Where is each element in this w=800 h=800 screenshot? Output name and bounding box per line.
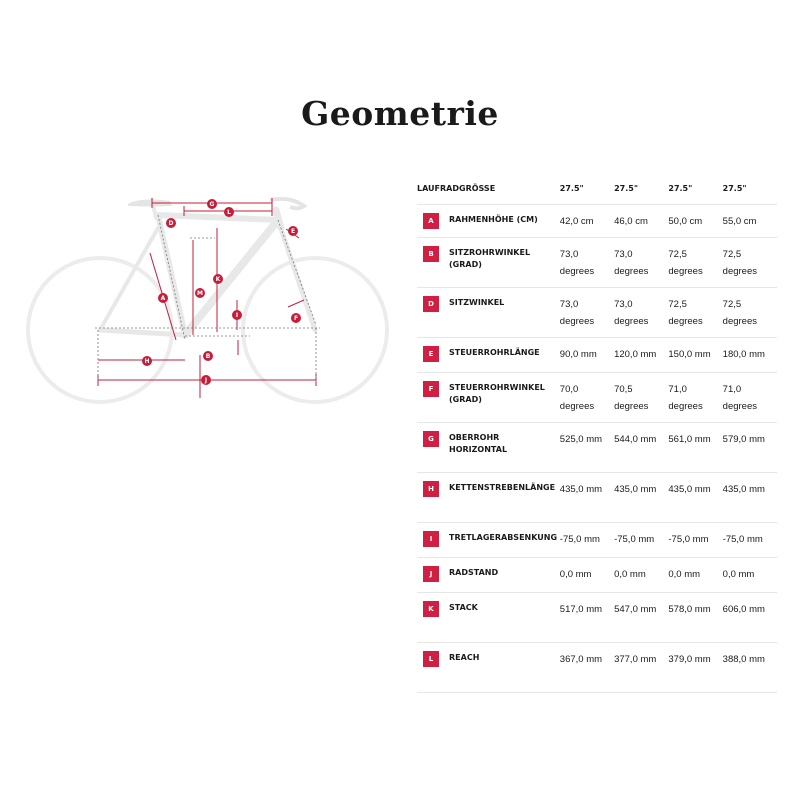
parameter-code-badge: A <box>423 213 439 229</box>
value-text: 46,0 cm <box>614 216 648 227</box>
value-cell <box>723 205 777 238</box>
parameter-label: SITZWINKEL <box>449 298 505 307</box>
parameter-code-badge: I <box>423 531 439 547</box>
value-text: 55,0 cm <box>722 216 757 227</box>
parameter-label: OBERROHR HORIZONTAL <box>449 433 508 454</box>
value-text: 525,0 mm <box>559 434 603 445</box>
value-text: -75,0 mm <box>559 534 600 545</box>
parameter-label: REACH <box>449 653 480 662</box>
value-text: 379,0 mm <box>668 654 711 665</box>
table-row <box>417 593 777 643</box>
value-cell <box>723 558 777 593</box>
value-cell <box>723 593 777 643</box>
parameter-label: RADSTAND <box>449 568 499 577</box>
parameter-code-badge: E <box>423 346 439 362</box>
value-cell <box>614 288 668 338</box>
value-text: 435,0 mm <box>668 484 711 495</box>
marker-I-label: I <box>235 312 239 319</box>
value-text: -75,0 mm <box>722 534 763 545</box>
value-text: 73,0 degrees <box>614 299 649 327</box>
marker-M-label: M <box>197 290 203 297</box>
value-text: 578,0 mm <box>668 604 711 615</box>
value-text: 71,0 degrees <box>668 384 703 412</box>
value-cell <box>560 423 614 473</box>
value-text: 73,0 degrees <box>559 249 595 277</box>
value-text: 70,0 degrees <box>559 384 595 412</box>
parameter-cell <box>417 558 560 593</box>
geometry-table <box>417 172 777 693</box>
value-cell <box>668 523 722 558</box>
header-size: 27.5" <box>723 172 777 205</box>
marker-K-label: K <box>215 276 221 283</box>
marker-D-label: D <box>168 220 174 227</box>
parameter-label: KETTENSTREBENLÄNGE <box>449 483 556 492</box>
value-text: 72,5 degrees <box>722 299 758 327</box>
value-text: 70,5 degrees <box>614 384 649 412</box>
value-cell <box>668 558 722 593</box>
marker-G-label: G <box>209 201 215 208</box>
parameter-label: SITZROHRWINKEL (GRAD) <box>449 248 531 269</box>
parameter-code-badge: K <box>423 601 439 617</box>
value-text: 517,0 mm <box>559 604 603 615</box>
header-size: 27.5" <box>668 172 722 205</box>
value-text: 435,0 mm <box>722 484 765 495</box>
value-cell <box>614 643 668 693</box>
value-text: 0,0 mm <box>668 569 701 580</box>
table-row <box>417 338 777 373</box>
parameter-label: STEUERROHRLÄNGE <box>449 348 540 357</box>
value-text: 579,0 mm <box>722 434 765 445</box>
table-header-row <box>417 172 777 205</box>
value-text: 388,0 mm <box>722 654 765 665</box>
value-cell <box>668 373 722 423</box>
value-cell <box>723 373 777 423</box>
value-cell <box>723 338 777 373</box>
parameter-label: STACK <box>449 603 478 612</box>
value-cell <box>723 473 777 523</box>
value-cell <box>614 593 668 643</box>
value-text: 90,0 mm <box>559 349 597 360</box>
value-cell <box>560 373 614 423</box>
value-text: 561,0 mm <box>668 434 711 445</box>
parameter-label: RAHMENHÖHE (CM) <box>449 215 538 224</box>
value-text: 0,0 mm <box>722 569 755 580</box>
value-cell <box>614 558 668 593</box>
value-text: 606,0 mm <box>722 604 765 615</box>
value-cell <box>560 473 614 523</box>
parameter-label: STEUERROHRWINKEL (GRAD) <box>449 383 545 404</box>
parameter-code-badge: G <box>423 431 439 447</box>
value-text: 73,0 degrees <box>614 249 649 277</box>
value-cell <box>560 523 614 558</box>
header-wheel-size: LAUFRADGRÖSSE <box>417 172 560 205</box>
value-text: -75,0 mm <box>614 534 655 545</box>
value-text: 0,0 mm <box>614 569 646 580</box>
parameter-code-badge: D <box>423 296 439 312</box>
value-text: 72,5 degrees <box>668 299 703 327</box>
parameter-code-badge: J <box>423 566 439 582</box>
value-cell <box>560 643 614 693</box>
table-row <box>417 373 777 423</box>
parameter-cell <box>417 205 560 238</box>
value-text: 50,0 cm <box>668 216 703 227</box>
parameter-cell <box>417 523 560 558</box>
parameter-code-badge: F <box>423 381 439 397</box>
value-cell <box>723 238 777 288</box>
parameter-cell <box>417 473 560 523</box>
value-text: 71,0 degrees <box>722 384 758 412</box>
value-text: 0,0 mm <box>559 569 592 580</box>
value-cell <box>723 423 777 473</box>
value-cell <box>723 288 777 338</box>
marker-A-label: A <box>160 295 166 302</box>
parameter-cell <box>417 373 560 423</box>
value-cell <box>560 288 614 338</box>
header-size: 27.5" <box>560 172 614 205</box>
header-size: 27.5" <box>614 172 668 205</box>
value-cell <box>614 338 668 373</box>
parameter-cell <box>417 288 560 338</box>
page-title: Geometrie <box>301 94 499 133</box>
marker-B-label: B <box>205 353 211 360</box>
marker-J-label: J <box>204 377 208 384</box>
value-cell <box>614 373 668 423</box>
table-row <box>417 473 777 523</box>
value-text: 180,0 mm <box>722 349 765 360</box>
value-cell <box>668 238 722 288</box>
value-text: 435,0 mm <box>559 484 603 495</box>
value-text: 377,0 mm <box>614 654 657 665</box>
value-text: 120,0 mm <box>614 349 657 360</box>
value-cell <box>723 523 777 558</box>
value-cell <box>560 558 614 593</box>
parameter-code-badge: B <box>423 246 439 262</box>
table-row <box>417 643 777 693</box>
table-row <box>417 558 777 593</box>
value-cell <box>668 288 722 338</box>
value-text: 544,0 mm <box>614 434 657 445</box>
value-cell <box>560 593 614 643</box>
value-cell <box>614 423 668 473</box>
parameter-cell <box>417 238 560 288</box>
marker-E-label: E <box>290 228 296 235</box>
value-cell <box>668 473 722 523</box>
value-cell <box>560 205 614 238</box>
value-cell <box>668 338 722 373</box>
parameter-cell <box>417 643 560 693</box>
value-cell <box>614 473 668 523</box>
value-cell <box>614 523 668 558</box>
value-cell <box>560 338 614 373</box>
parameter-cell <box>417 593 560 643</box>
parameter-code-badge: H <box>423 481 439 497</box>
value-cell <box>668 593 722 643</box>
value-cell <box>723 643 777 693</box>
value-text: 42,0 cm <box>559 216 594 227</box>
parameter-code-badge: L <box>423 651 439 667</box>
table-row <box>417 288 777 338</box>
value-cell <box>614 238 668 288</box>
marker-L-label: L <box>227 209 231 216</box>
parameter-label: TRETLAGERABSENKUNG <box>449 533 558 542</box>
value-text: 547,0 mm <box>614 604 657 615</box>
value-cell <box>668 423 722 473</box>
table-row <box>417 523 777 558</box>
table-row <box>417 205 777 238</box>
value-cell <box>614 205 668 238</box>
value-text: 150,0 mm <box>668 349 711 360</box>
value-cell <box>668 643 722 693</box>
value-text: 72,5 degrees <box>668 249 703 277</box>
parameter-cell <box>417 423 560 473</box>
marker-F-label: F <box>293 315 299 322</box>
parameter-cell <box>417 338 560 373</box>
value-text: 72,5 degrees <box>722 249 758 277</box>
table-row <box>417 238 777 288</box>
value-text: 367,0 mm <box>559 654 603 665</box>
value-text: -75,0 mm <box>668 534 709 545</box>
value-cell <box>560 238 614 288</box>
marker-H-label: H <box>144 358 150 365</box>
value-text: 73,0 degrees <box>559 299 595 327</box>
value-cell <box>668 205 722 238</box>
value-text: 435,0 mm <box>614 484 657 495</box>
bike-geometry-diagram <box>20 180 390 415</box>
table-row <box>417 423 777 473</box>
